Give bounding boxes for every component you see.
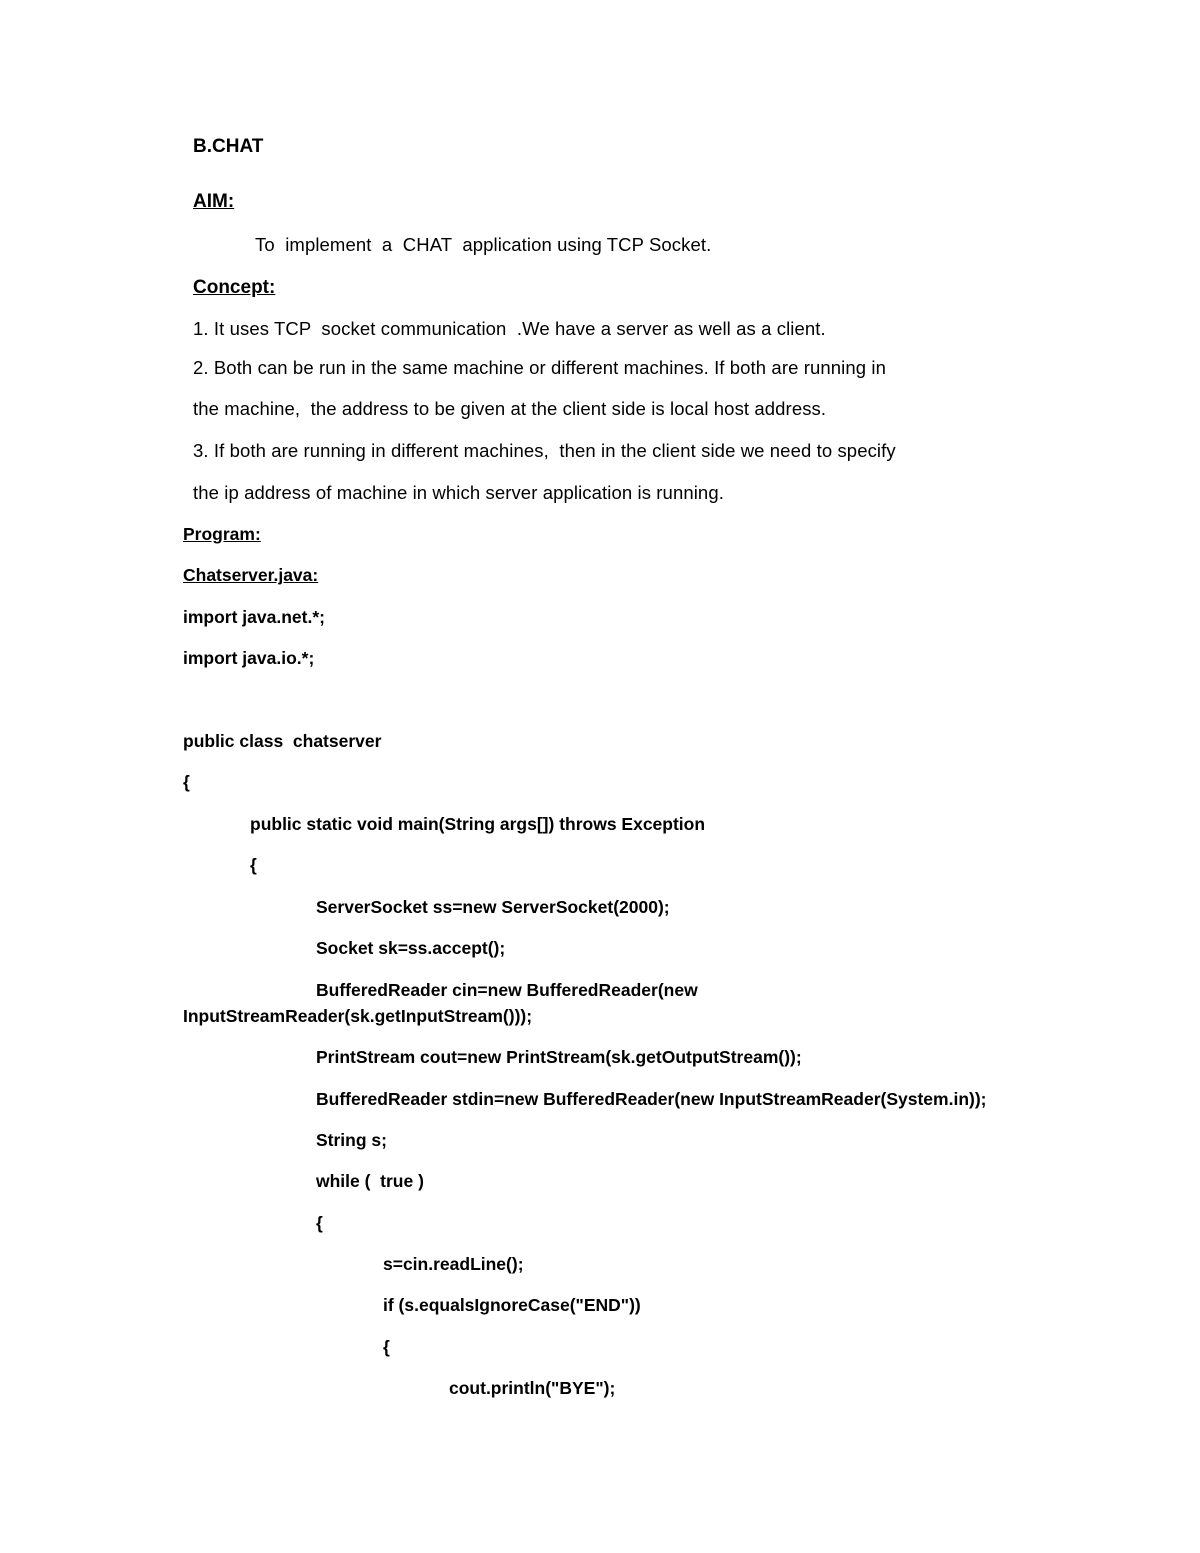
code-line: PrintStream cout=new PrintStream(sk.getOutputStream()); (316, 1047, 802, 1067)
code-line: cout.println("BYE"); (449, 1378, 616, 1398)
code-line: import java.io.*; (183, 648, 315, 668)
program-heading: Program: (183, 524, 261, 544)
concept-line: 1. It uses TCP socket communication .We have a server as well as a client. (193, 318, 826, 339)
code-line: BufferedReader cin=new BufferedReader(new (316, 980, 698, 1000)
code-line: ServerSocket ss=new ServerSocket(2000); (316, 897, 670, 917)
concept-line: the ip address of machine in which server application is running. (193, 482, 724, 503)
code-line: public static void main(String args[]) throws Exception (250, 814, 706, 834)
document-title: B.CHAT (193, 136, 264, 157)
code-line: while ( true ) (316, 1171, 424, 1191)
code-line: public class chatserver (183, 731, 382, 751)
aim-heading: AIM: (193, 191, 235, 212)
concept-line: 2. Both can be run in the same machine or different machines. If both are running in (193, 357, 886, 378)
concept-heading: Concept: (193, 277, 276, 298)
code-line: { (250, 855, 257, 875)
code-line: { (183, 772, 190, 792)
code-line: InputStreamReader(sk.getInputStream())); (183, 1006, 533, 1026)
code-line: import java.net.*; (183, 607, 325, 627)
file-heading: Chatserver.java: (183, 565, 319, 585)
concept-line: 3. If both are running in different machines, then in the client side we need to specify (193, 440, 896, 461)
code-line: String s; (316, 1130, 387, 1150)
code-line: BufferedReader stdin=new BufferedReader(new InputStreamReader(System.in)); (316, 1089, 987, 1109)
aim-text: To implement a CHAT application using TCP Socket. (255, 234, 712, 255)
code-line: { (383, 1337, 390, 1357)
code-line: if (s.equalsIgnoreCase("END")) (383, 1295, 641, 1315)
code-line: Socket sk=ss.accept(); (316, 938, 506, 958)
code-line: s=cin.readLine(); (383, 1254, 524, 1274)
concept-line: the machine, the address to be given at the client side is local host address. (193, 398, 827, 419)
code-line: { (316, 1213, 323, 1233)
